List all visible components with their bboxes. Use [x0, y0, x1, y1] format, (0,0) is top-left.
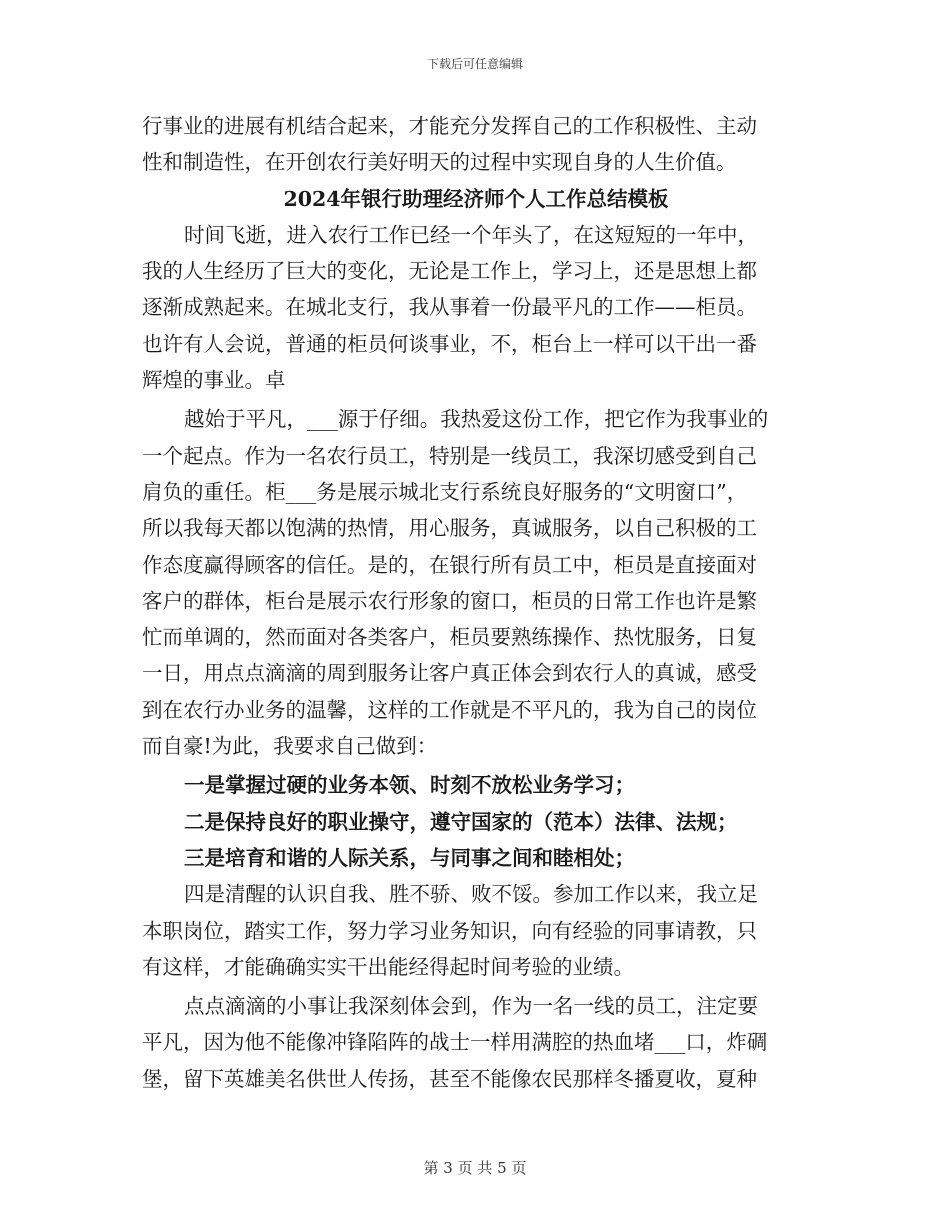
body-line: 四是清醒的认识自我、胜不骄、败不馁。参加工作以来，我立足	[184, 882, 758, 907]
body-line: 逐渐成熟起来。在城北支行，我从事着一份最平凡的工作——柜员。	[142, 295, 757, 320]
body-line: 一日，用点点滴滴的周到服务让客户真正体会到农行人的真诚，感受	[142, 661, 757, 686]
body-line: 本职岗位，踏实工作，努力学习业务知识，向有经验的同事请教，只	[142, 918, 757, 943]
body-line: 辉煌的事业。卓	[142, 368, 286, 393]
page-header: 下载后可任意编辑	[426, 57, 523, 71]
body-line: 我的人生经历了巨大的变化，无论是工作上，学习上，还是思想上都	[142, 259, 757, 284]
body-line: 也许有人会说，普通的柜员何谈事业，不，柜台上一样可以干出一番	[142, 331, 757, 356]
document-body	[142, 108, 810, 1097]
body-line: 有这样，才能确确实实干出能经得起时间考验的业绩。	[142, 954, 634, 979]
body-line: 所以我每天都以饱满的热情，用心服务，真诚服务，以自己积极的工	[142, 516, 757, 541]
body-line: 忙而单调的，然而面对各类客户，柜员要熟练操作、热忱服务，日复	[142, 625, 757, 650]
body-line: 平凡，因为他不能像冲锋陷阵的战士一样用满腔的热血堵___口，炸碉	[142, 1030, 768, 1055]
body-line: 客户的群体，柜台是展示农行形象的窗口，柜员的日常工作也许是繁	[142, 588, 757, 613]
body-line: 行事业的进展有机结合起来，才能充分发挥自己的工作积极性、主动	[142, 114, 757, 138]
body-line: 作态度赢得顾客的信任。是的，在银行所有员工中，柜员是直接面对	[142, 552, 757, 577]
bold-list-item: 三是培育和谐的人际关系，与同事之间和睦相处；	[184, 845, 635, 870]
bold-list-item: 二是保持良好的职业操守，遵守国家的（范本）法律、法规；	[184, 809, 738, 834]
document-title: 2024年银行助理经济师个人工作总结模板	[283, 186, 669, 211]
body-line: 到在农行办业务的温馨，这样的工作就是不平凡的，我为自己的岗位	[142, 697, 757, 722]
body-line: 而自豪!为此，我要求自己做到：	[142, 734, 438, 759]
body-line: 堡，留下英雄美名供世人传扬，甚至不能像农民那样冬播夏收，夏种	[142, 1066, 757, 1091]
body-line: 越始于平凡，___源于仔细。我热爱这份工作，把它作为我事业的	[184, 407, 769, 432]
page-number-footer: 第 3 页 共 5 页	[423, 1159, 527, 1177]
body-line: 点点滴滴的小事让我深刻体会到，作为一名一线的员工，注定要	[184, 994, 758, 1019]
body-line: 一个起点。作为一名农行员工，特别是一线员工，我深切感受到自己	[142, 443, 757, 468]
body-line: 时间飞逝，进入农行工作已经一个年头了，在这短短的一年中，	[184, 222, 758, 247]
bold-list-item: 一是掌握过硬的业务本领、时刻不放松业务学习；	[184, 773, 635, 798]
body-line: 性和制造性，在开创农行美好明天的过程中实现自身的人生价值。	[142, 150, 737, 175]
body-line: 肩负的重任。柜___务是展示城北支行系统良好服务的“文明窗口”，	[142, 479, 748, 504]
